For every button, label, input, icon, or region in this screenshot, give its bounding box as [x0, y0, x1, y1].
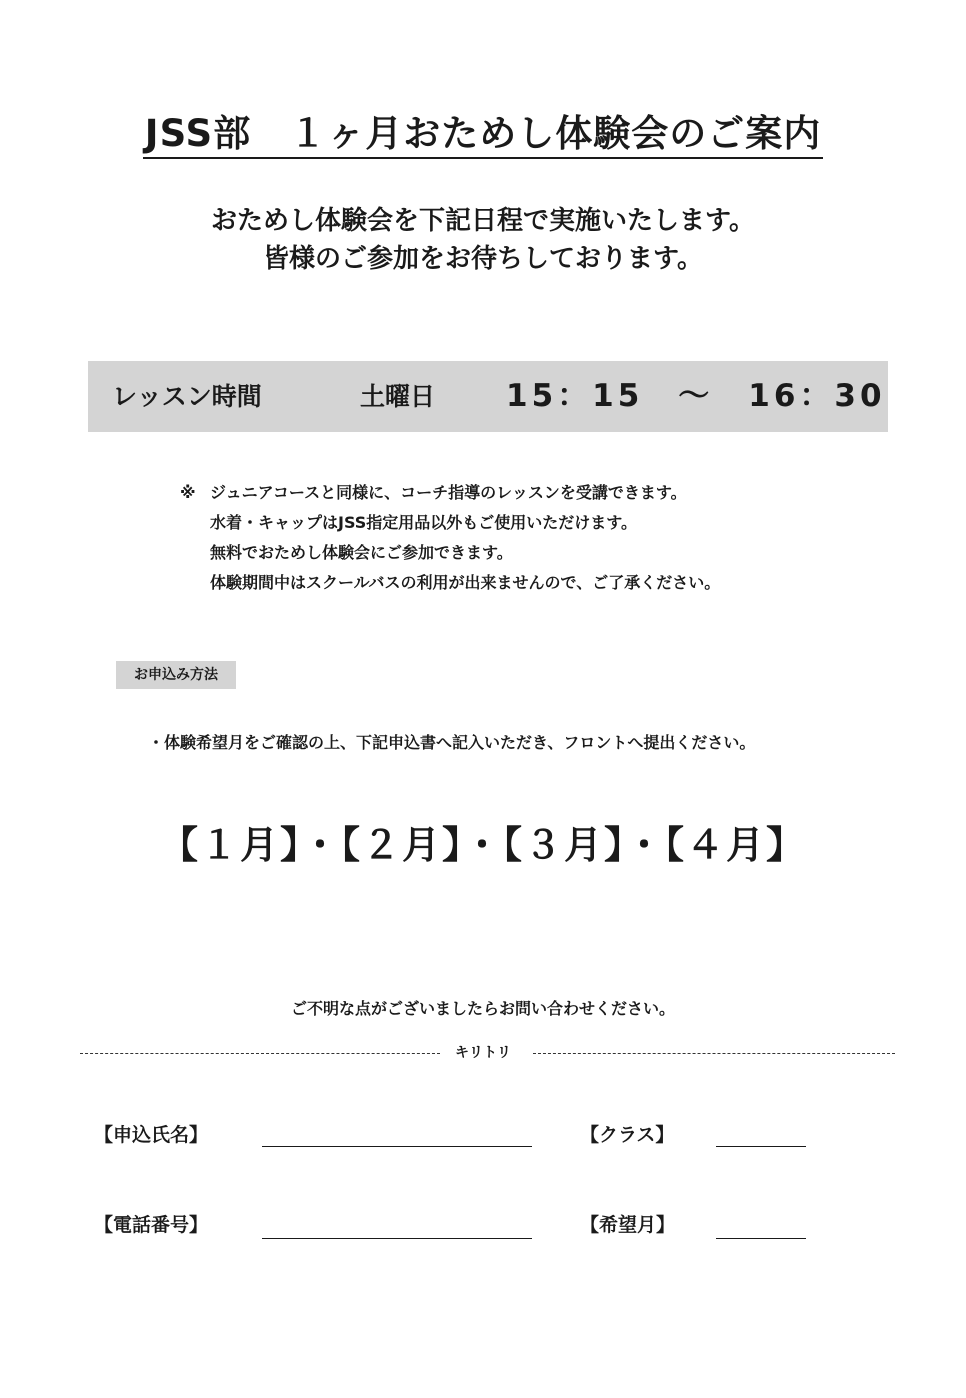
phone-number-label: 【電話番号】 [94, 1214, 209, 1236]
desired-month-field[interactable] [716, 1238, 806, 1239]
note-text: 体験期間中はスクールバスの利用が出来ませんので、ご了承ください。 [210, 573, 721, 592]
class-label: 【クラス】 [580, 1124, 675, 1146]
months-list: 【１月】・【２月】・【３月】・【４月】 [159, 823, 806, 867]
desired-month-label: 【希望月】 [580, 1214, 676, 1236]
method-instructions: ・体験希望月をご確認の上、下記申込書へ記入いただき、フロントへ提出ください。 [148, 733, 756, 752]
applicant-name-label: 【申込氏名】 [94, 1124, 209, 1146]
cut-label [0, 1042, 966, 1064]
note-mark: ※ [180, 483, 196, 502]
page-title [0, 112, 966, 159]
note-item [180, 508, 720, 538]
note-item [180, 568, 720, 598]
phone-number-field[interactable] [262, 1238, 532, 1239]
lesson-day: 土曜日 [360, 382, 436, 411]
lesson-time: 15：15 ～ 16：30 [506, 378, 886, 414]
intro-line-2: 皆様のご参加をお待ちしております。 [263, 244, 703, 274]
cut-label-text: キリトリ [443, 1045, 523, 1061]
note-item [180, 538, 720, 568]
note-text: ジュニアコースと同様に、コーチ指導のレッスンを受講できます。 [210, 483, 687, 502]
note-text: 水着・キャップはJSS指定用品以外もご使用いただけます。 [210, 513, 638, 532]
contact-note: ご不明な点がございましたらお問い合わせください。 [290, 999, 675, 1018]
intro-line-1: おためし体験会を下記日程で実施いたします。 [211, 206, 755, 236]
lesson-time-band [88, 361, 888, 432]
notes-list [180, 478, 720, 598]
note-text: 無料でおためし体験会にご参加できます。 [210, 543, 513, 562]
lesson-label: レッスン時間 [112, 382, 262, 411]
class-field[interactable] [716, 1146, 806, 1147]
applicant-name-field[interactable] [262, 1146, 532, 1147]
method-label: お申込み方法 [116, 661, 236, 689]
note-item [180, 478, 720, 508]
title-text: JSS部 １ヶ月おためし体験会のご案内 [143, 112, 823, 159]
